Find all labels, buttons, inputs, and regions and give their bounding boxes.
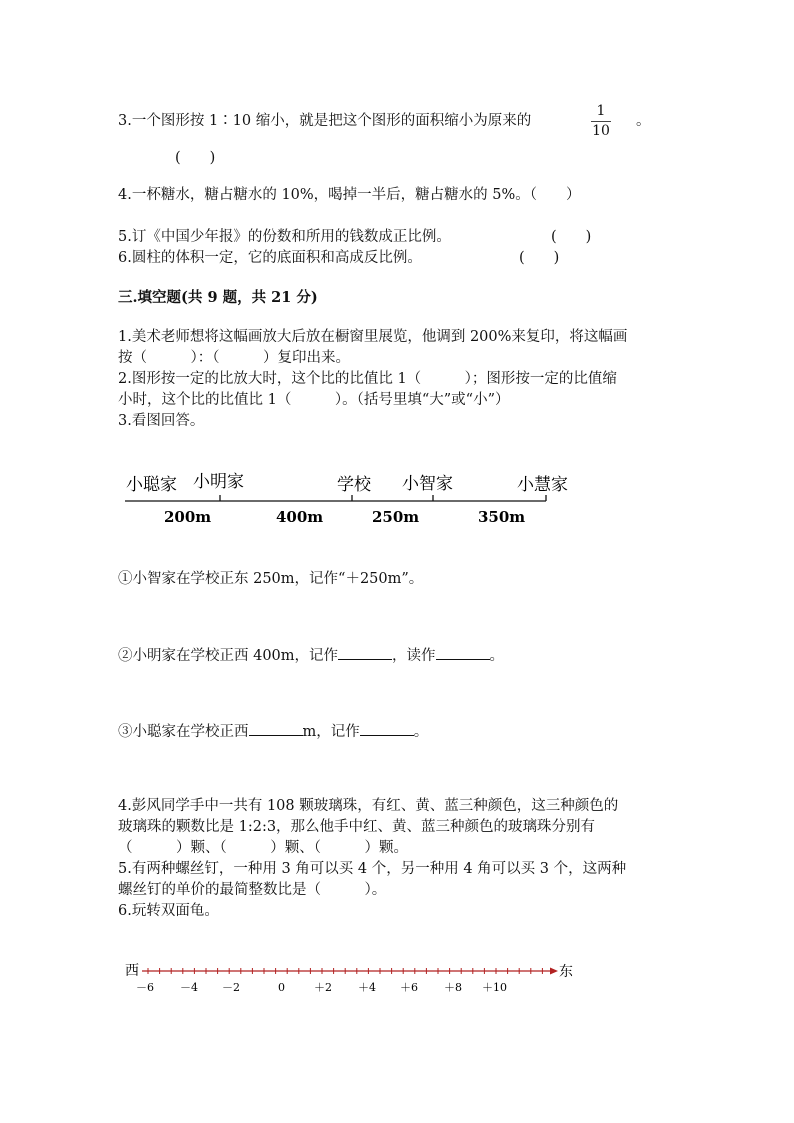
answer-blank[interactable] [436, 645, 490, 660]
route-diagram [110, 462, 590, 528]
label-west: 西 [125, 963, 139, 979]
place-school: 学校 [337, 475, 371, 495]
f6-text: 6.玩转双面龟。 [118, 903, 219, 919]
f1-line2: 按（ ）：（ ）复印出来。 [118, 350, 350, 366]
sub-question-2 [118, 645, 504, 666]
number-line-label: －6 [136, 981, 154, 994]
section-heading-fill-in: 三.填空题(共 9 题，共 21 分) [118, 289, 318, 306]
sub2-part-c: 。 [489, 648, 505, 664]
sub3-part-b: m，记作 [302, 724, 360, 740]
fraction-denominator: 10 [592, 123, 610, 139]
number-line-label: ＋10 [482, 981, 507, 994]
fraction-numerator: 1 [596, 103, 606, 119]
sub3-part-a: ③小聪家在学校正西 [118, 724, 249, 740]
f4-line2: 玻璃珠的颗数比是 1:2:3，那么他手中红、黄、蓝三种颜色的玻璃珠分别有 [118, 819, 596, 835]
f5-line2: 螺丝钉的单价的最简整数比是（ ）。 [118, 882, 387, 898]
sub3-part-c: 。 [413, 724, 429, 740]
answer-blank[interactable] [360, 721, 414, 736]
number-line-label: －4 [180, 981, 198, 994]
answer-blank[interactable] [249, 721, 303, 736]
number-line-label: ＋4 [358, 981, 376, 994]
distance-400m: 400m [276, 508, 324, 526]
f4-line1: 4.彭风同学手中一共有 108 颗玻璃珠，有红、黄、蓝三种颜色，这三种颜色的 [118, 798, 619, 814]
q3-answer-paren[interactable]: ( ) [175, 150, 216, 166]
q4-text: 4.一杯糖水，糖占糖水的 10%，喝掉一半后，糖占糖水的 5%。（ ） [118, 187, 581, 203]
f2-line2: 小时，这个比的比值比 1（ ）。（括号里填“大”或“小”） [118, 392, 510, 408]
sub-question-1: ①小智家在学校正东 250m，记作“＋250m”。 [118, 571, 424, 587]
place-xiaoming-home: 小明家 [193, 472, 244, 492]
distance-250m: 250m [372, 508, 420, 526]
fraction-bar [591, 121, 611, 122]
number-line-label: ＋8 [444, 981, 462, 994]
distance-200m: 200m [164, 508, 212, 526]
f2-line1: 2.图形按一定的比放大时，这个比的比值比 1（ ）；图形按一定的比值缩 [118, 371, 617, 387]
place-xiaozhi-home: 小智家 [402, 474, 453, 494]
f4-line3: （ ）颗、（ ）颗、（ ）颗。 [118, 840, 408, 856]
f5-line1: 5.有两种螺丝钉，一种用 3 角可以买 4 个，另一种用 4 角可以买 3 个，这两种 [118, 861, 627, 877]
distance-350m: 350m [478, 508, 526, 526]
q5-text: 5.订《中国少年报》的份数和所用的钱数成正比例。 [118, 229, 451, 245]
q6-text: 6.圆柱的体积一定，它的底面积和高成反比例。 [118, 250, 422, 266]
number-line-label: －2 [222, 981, 240, 994]
sub-question-3 [118, 721, 428, 742]
arrow-right-icon [550, 968, 558, 975]
number-line-label: ＋2 [314, 981, 332, 994]
f1-line1: 1.美术老师想将这幅画放大后放在橱窗里展览，他调到 200%来复印，将这幅画 [118, 329, 628, 345]
f3-text: 3.看图回答。 [118, 413, 205, 429]
sub2-part-a: ②小明家在学校正西 400m，记作 [118, 648, 339, 664]
label-east: 东 [559, 964, 573, 980]
answer-blank[interactable] [338, 645, 392, 660]
number-line-label: ＋6 [400, 981, 418, 994]
q6-answer-paren[interactable]: ( ) [519, 250, 560, 266]
number-line [118, 958, 588, 998]
fraction-one-tenth [591, 103, 611, 140]
sub2-part-b: ，读作 [392, 648, 436, 664]
place-xiaocong-home: 小聪家 [126, 475, 177, 495]
q3-text: 3.一个图形按 1∶10 缩小，就是把这个图形的面积缩小为原来的 [118, 113, 532, 129]
place-xiaohui-home: 小慧家 [517, 475, 568, 495]
q3-period: 。 [636, 113, 651, 129]
number-line-label: 0 [278, 981, 285, 994]
q5-answer-paren[interactable]: ( ) [551, 229, 592, 245]
